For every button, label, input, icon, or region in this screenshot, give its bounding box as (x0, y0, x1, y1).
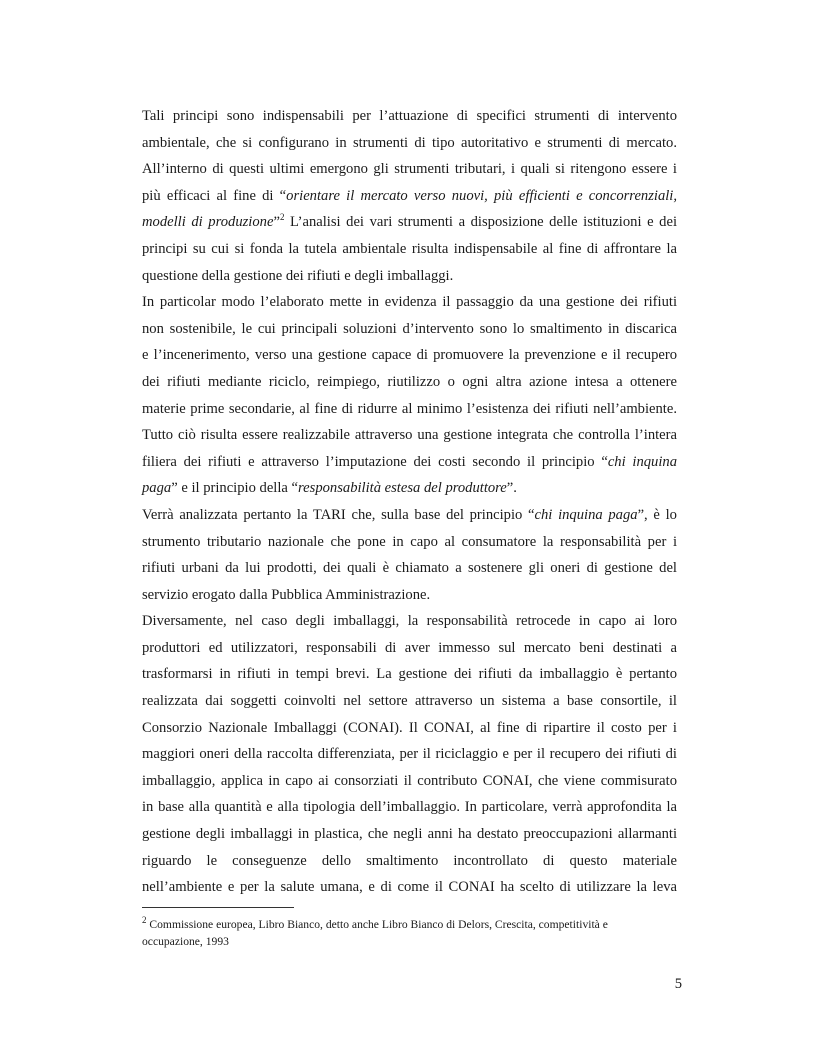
text-line: imballaggio, applica in capo ai consorziati il contributo CONAI, che viene commisurato (142, 772, 677, 789)
text-line: modelli di produzione”$^2$ L’analisi dei vari strumenti a disposizione delle istituzioni e dei (142, 212, 678, 231)
footnote (142, 916, 677, 950)
text-line: dei rifiuti mediante riciclo, reimpiego, riutilizzo o ogni altra azione intesa a ottenere (142, 373, 677, 390)
footnote-separator (142, 907, 294, 908)
text-line: gestione degli imballaggi in plastica, che negli anni ha destato preoccupazioni allarmanti (142, 826, 677, 843)
italic-quote: chi inquina paga (534, 506, 638, 523)
footnote-reference: 2 (279, 212, 285, 223)
text-line: paga” e il principio della “responsabilità estesa del produttore”. (142, 480, 517, 497)
footnote-mark: 2 (142, 915, 147, 926)
italic-quote: responsabilità estesa del produttore (298, 480, 507, 497)
text-line: Diversamente, nel caso degli imballaggi, la responsabilità retrocede in capo ai loro (142, 613, 677, 630)
text-line: realizzata dai soggetti coinvolti nel settore attraverso un sistema a base consortile, il (142, 693, 677, 710)
text-line: Consorzio Nazionale Imballaggi (CONAI). Il CONAI, al fine di ripartire il costo per i (142, 719, 677, 736)
text-line: Verrà analizzata pertanto la TARI che, sulla base del principio “chi inquina paga”, è lo (142, 506, 677, 523)
text-line: All’interno di questi ultimi emergono gli strumenti tributari, i quali si ritengono essere i (142, 161, 677, 178)
text-line: più efficaci al fine di “orientare il mercato verso nuovi, più efficienti e concorrenziali, (142, 187, 678, 204)
text-line: e l’incenerimento, verso una gestione capace di promuovere la prevenzione e il recupero (142, 347, 677, 364)
text-line: filiera dei rifiuti e attraverso l’imputazione dei costi secondo il principio “chi inquina (142, 453, 677, 470)
text-line: maggiori oneri della raccolta differenziata, per il riciclaggio e per il recupero dei rifiuti di (142, 746, 677, 763)
italic-quote: chi inquina (607, 453, 677, 470)
text-line: materie prime secondarie, al fine di ridurre al minimo l’esistenza dei rifiuti nell’ambiente. (142, 400, 677, 417)
italic-quote: orientare il mercato verso nuovi, più efficienti e concorrenziali, (286, 187, 678, 204)
italic-quote: modelli di produzione (142, 214, 274, 231)
text-line: produttori ed utilizzatori, responsabili di aver immesso sul mercato beni destinati a (142, 639, 677, 656)
text-line: nell’ambiente e per la salute umana, e di come il CONAI ha scelto di utilizzare la leva (142, 879, 677, 896)
body-text (142, 103, 677, 901)
text-line: Tali principi sono indispensabili per l’attuazione di specifici strumenti di intervento (142, 108, 677, 124)
text-line: ambientale, che si configurano in strumenti di tipo autoritativo e strumenti di mercato. (142, 134, 677, 151)
text-line: In particolar modo l’elaborato mette in evidenza il passaggio da una gestione dei rifiuti (142, 294, 677, 311)
text-line: non sostenibile, le cui principali soluzioni d’intervento sono lo smaltimento in discarica (142, 320, 677, 337)
text-line: Tutto ciò risulta essere realizzabile attraverso una gestione integrata che controlla l’intera (142, 427, 677, 444)
text-line: rifiuti urbani da lui prodotti, dei quali è chiamato a sostenere gli oneri di gestione del (142, 560, 677, 577)
text-line: servizio erogato dalla Pubblica Amministrazione. (142, 586, 431, 603)
text-line: strumento tributario nazionale che pone in capo al consumatore la responsabilità per i (142, 533, 677, 550)
text-line: principi su cui si fonda la tutela ambientale risulta indispensabile al fine di affrontare la (142, 240, 677, 257)
page-number: 5 (674, 976, 682, 992)
text-line: riguardo le conseguenze dello smaltimento incontrollato di questo materiale (142, 852, 677, 869)
text-line: in base alla quantità e alla tipologia dell’imballaggio. In particolare, verrà approfondita la (142, 799, 677, 816)
footnote-line: $^2$ Commissione europea, Libro Bianco, detto anche Libro Bianco di Delors, Crescita, competitività e (142, 915, 608, 931)
italic-quote: paga (142, 480, 172, 497)
text-line: questione della gestione dei rifiuti e degli imballaggi. (142, 267, 454, 284)
footnote-line: occupazione, 1993 (142, 935, 229, 948)
text-line: trasformarsi in rifiuti in tempi brevi. La gestione dei rifiuti da imballaggio è pertanto (142, 666, 677, 683)
